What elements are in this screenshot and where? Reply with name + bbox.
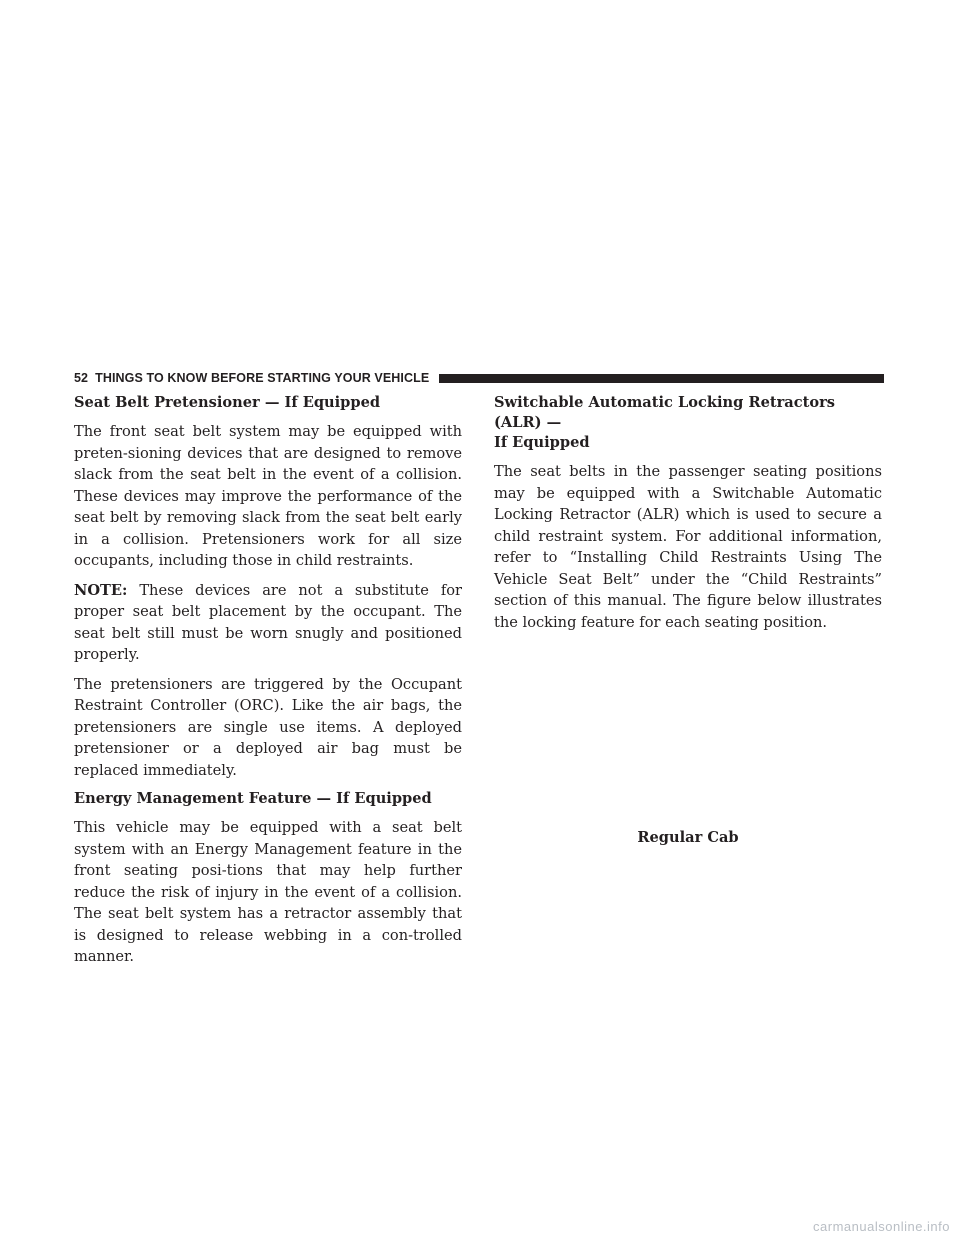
note-text: These devices are not a substitute for proper seat belt placement by the occupant. The seat belt still must be worn snugly and positioned properly. — [74, 581, 462, 663]
page-header — [74, 370, 884, 386]
header-rule — [439, 374, 884, 383]
pretensioner-heading: Seat Belt Pretensioner — If Equipped — [74, 394, 381, 411]
regular-cab-figure-placeholder — [494, 600, 882, 822]
note-label: NOTE: — [74, 581, 128, 599]
alr-heading — [494, 393, 882, 453]
energy-management-heading: Energy Management Feature — If Equipped — [74, 790, 432, 807]
alr-heading-line-1: Switchable Automatic Locking Retractors (ALR) — — [494, 394, 836, 431]
pretensioner-paragraph-2: The pretensioners are triggered by the Occupant Restraint Controller (ORC). Like the air bags, the pretensioners are single use items. A deployed pretensioner or a deployed air bag must be replaced immediately. — [74, 675, 462, 779]
pretensioner-paragraph-1: The front seat belt system may be equipped with preten-sioning devices that are designed to remove slack from the seat belt in the event of a collision. These devices may improve the performance of the seat belt by removing slack from the seat belt early in a collision. Pretensioners work for all size occupants, including those in child restraints. — [74, 423, 462, 569]
alr-paragraph: The seat belts in the passenger seating positions may be equipped with a Switchable Automatic Locking Retractor (ALR) which is used to secure a child restraint system. For additional information, refer to “Installing Child Restraints Using The Vehicle Seat Belt” under the “Child Restraints” section of this manual. The figure below illustrates the locking feature for each seating position. — [494, 463, 882, 631]
note-paragraph — [74, 580, 462, 666]
watermark: carmanualsonline.info — [813, 1219, 950, 1234]
figure-caption: Regular Cab — [637, 829, 739, 846]
section-title: THINGS TO KNOW BEFORE STARTING YOUR VEHICLE — [95, 371, 430, 385]
left-column — [74, 393, 462, 976]
page-number: 52 — [74, 371, 89, 385]
alr-heading-line-2: If Equipped — [494, 434, 590, 451]
energy-management-paragraph: This vehicle may be equipped with a seat belt system with an Energy Management feature in the front seating posi-tions that may help further reduce the risk of injury in the event of a collision. The seat belt system has a retractor assembly that is designed to release webbing in a con-trolled manner. — [74, 819, 462, 965]
